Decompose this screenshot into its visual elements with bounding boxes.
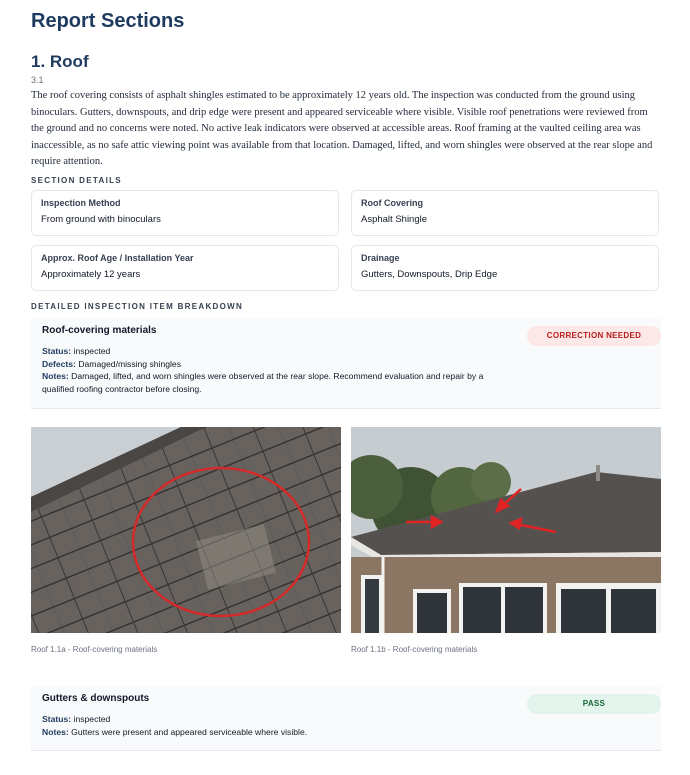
- item-title: Roof-covering materials: [42, 325, 157, 336]
- detail-value: Asphalt Shingle: [361, 214, 428, 225]
- status-badge-correction-needed: CORRECTION NEEDED: [527, 326, 661, 346]
- breakdown-heading: DETAILED INSPECTION ITEM BREAKDOWN: [31, 302, 244, 311]
- detail-value: From ground with binoculars: [41, 214, 161, 225]
- detail-card-roof-age: [31, 245, 339, 291]
- detail-card-roof-covering: [351, 190, 659, 236]
- item-title: Gutters & downspouts: [42, 693, 150, 704]
- status-badge-pass: PASS: [527, 694, 661, 714]
- detail-label: Drainage: [361, 253, 400, 263]
- section-title: 1. Roof: [31, 52, 89, 71]
- detail-label: Roof Covering: [361, 198, 423, 208]
- item-defects: Defects: Damaged/missing shingles: [42, 358, 182, 369]
- photo-caption: Roof 1.1a - Roof-covering materials: [31, 645, 158, 654]
- section-number: 3.1: [31, 75, 44, 85]
- inspection-item-gutters: [31, 686, 661, 751]
- item-notes: Notes: Damaged, lifted, and worn shingles were observed at the rear slope. Recommend evaluation and repair by a qualified roofing contractor before closing.: [42, 371, 484, 394]
- detail-label: Approx. Roof Age / Installation Year: [41, 253, 194, 263]
- detail-card-drainage: [351, 245, 659, 291]
- item-status: Status: inspected: [42, 346, 111, 356]
- item-status: Status: inspected: [42, 714, 111, 724]
- detail-card-inspection-method: [31, 190, 339, 236]
- detail-label: Inspection Method: [41, 198, 121, 208]
- house-roof-photo[interactable]: [351, 427, 661, 633]
- section-description: The roof covering consists of asphalt shingles estimated to be approximately 12 years old. The inspection was conducted from the ground using binoculars. Gutters, downspouts, and drip edge were present and appeared serviceable where visible. Visible roof penetrations were reviewed from the ground and no concerns were noted. No active leak indicators were observed at accessible areas. Roof framing at the vaulted ceiling area was inaccessible, as no safe attic viewing point was available from that location. Damaged, lifted, and worn shingles were observed at the rear slope and require attention.: [31, 90, 653, 167]
- item-notes: Notes: Gutters were present and appeared serviceable where visible.: [42, 726, 308, 737]
- roof-closeup-photo[interactable]: [31, 427, 341, 633]
- photo-caption: Roof 1.1b - Roof-covering materials: [351, 645, 478, 654]
- section-details-heading: SECTION DETAILS: [31, 176, 122, 185]
- detail-value: Gutters, Downspouts, Drip Edge: [361, 269, 498, 280]
- page-title: Report Sections: [31, 10, 185, 32]
- detail-value: Approximately 12 years: [41, 269, 141, 280]
- inspection-item-roof-covering: [31, 318, 661, 409]
